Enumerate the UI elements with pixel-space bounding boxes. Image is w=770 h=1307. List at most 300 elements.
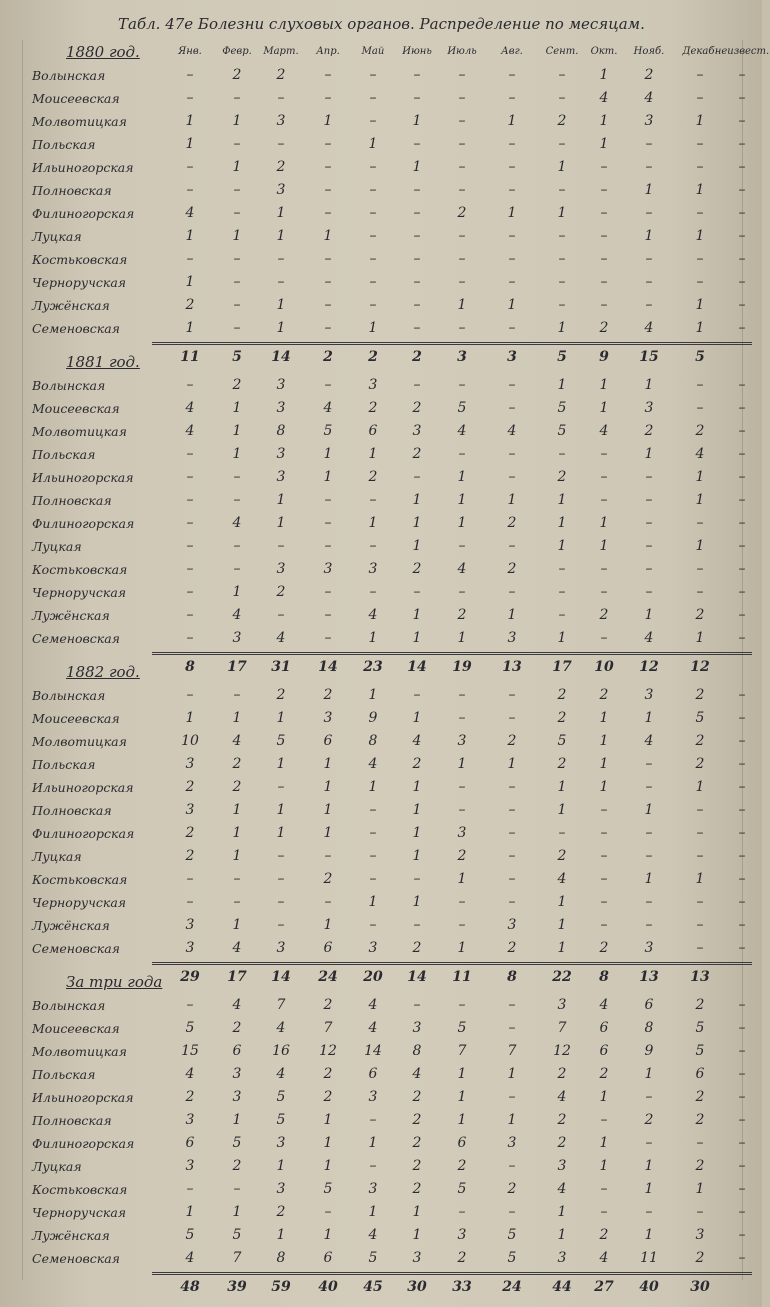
table-cell: 1 xyxy=(185,710,195,726)
row-label: Волынская xyxy=(32,688,106,703)
table-row xyxy=(0,317,762,340)
table-cell: 6 xyxy=(323,940,333,956)
table-cell: – xyxy=(458,538,466,554)
table-cell: – xyxy=(738,297,746,313)
table-cell: 1 xyxy=(507,607,517,623)
table-cell: 2 xyxy=(557,1112,567,1128)
table-cell: 5 xyxy=(276,1112,286,1128)
table-cell: – xyxy=(558,136,566,152)
table-cell: – xyxy=(558,561,566,577)
table-row xyxy=(0,581,762,604)
table-cell: – xyxy=(645,917,653,933)
table-cell: 2 xyxy=(412,940,422,956)
table-cell: – xyxy=(508,400,516,416)
table-cell: 1 xyxy=(368,630,378,646)
table-cell: 1 xyxy=(276,297,286,313)
table-cell: – xyxy=(696,67,704,83)
table-cell: 1 xyxy=(232,113,242,129)
table-cell: – xyxy=(413,297,421,313)
table-cell: 4 xyxy=(232,607,242,623)
table-cell: 1 xyxy=(644,1158,654,1174)
total-cell: 14 xyxy=(271,349,291,365)
table-cell: – xyxy=(600,917,608,933)
table-cell: – xyxy=(738,630,746,646)
month-header: Окт. xyxy=(590,46,618,57)
table-cell: 4 xyxy=(232,997,242,1013)
table-cell: – xyxy=(324,377,332,393)
total-cell: 24 xyxy=(318,969,338,985)
row-label: Молвотицкая xyxy=(32,1044,127,1059)
total-cell: 13 xyxy=(502,659,522,675)
table-cell: 1 xyxy=(232,802,242,818)
table-cell: – xyxy=(413,687,421,703)
table-cell: 8 xyxy=(276,423,286,439)
table-cell: 1 xyxy=(185,113,195,129)
table-cell: – xyxy=(324,1204,332,1220)
total-cell: 8 xyxy=(185,659,195,675)
table-cell: 4 xyxy=(599,90,609,106)
table-cell: – xyxy=(738,515,746,531)
row-label: Волынская xyxy=(32,378,106,393)
table-cell: 2 xyxy=(232,1020,242,1036)
table-cell: – xyxy=(186,687,194,703)
table-cell: – xyxy=(558,446,566,462)
table-cell: – xyxy=(233,182,241,198)
table-cell: 1 xyxy=(412,894,422,910)
table-cell: 16 xyxy=(272,1043,290,1059)
table-cell: – xyxy=(413,274,421,290)
table-row xyxy=(0,489,762,512)
table-cell: 5 xyxy=(695,710,705,726)
table-cell: 4 xyxy=(185,205,195,221)
table-cell: – xyxy=(324,894,332,910)
table-cell: – xyxy=(696,400,704,416)
table-row xyxy=(0,374,762,397)
table-row xyxy=(0,822,762,845)
table-cell: – xyxy=(738,400,746,416)
table-cell: – xyxy=(696,940,704,956)
table-cell: – xyxy=(369,113,377,129)
row-label: Семеновская xyxy=(32,941,120,956)
table-cell: 2 xyxy=(695,997,705,1013)
table-cell: 1 xyxy=(599,1158,609,1174)
table-cell: 2 xyxy=(599,1227,609,1243)
table-cell: – xyxy=(324,182,332,198)
table-cell: – xyxy=(696,917,704,933)
row-label: Костьковская xyxy=(32,1182,128,1197)
table-cell: 6 xyxy=(323,733,333,749)
table-cell: 1 xyxy=(232,1112,242,1128)
table-cell: – xyxy=(186,1181,194,1197)
table-cell: – xyxy=(738,1043,746,1059)
table-cell: 2 xyxy=(457,607,467,623)
table-cell: 3 xyxy=(368,561,378,577)
table-cell: 4 xyxy=(507,423,517,439)
table-cell: – xyxy=(324,90,332,106)
table-cell: 1 xyxy=(232,159,242,175)
month-header: Июнь xyxy=(402,46,432,57)
table-cell: 1 xyxy=(507,113,517,129)
table-cell: – xyxy=(277,90,285,106)
table-cell: – xyxy=(645,779,653,795)
table-cell: – xyxy=(233,687,241,703)
table-cell: – xyxy=(369,297,377,313)
table-cell: 1 xyxy=(457,940,467,956)
table-cell: 1 xyxy=(185,1204,195,1220)
table-row xyxy=(0,110,762,133)
table-cell: 3 xyxy=(557,1250,567,1266)
table-cell: – xyxy=(324,515,332,531)
table-cell: – xyxy=(413,90,421,106)
table-cell: 1 xyxy=(232,917,242,933)
table-cell: – xyxy=(324,67,332,83)
table-cell: – xyxy=(233,469,241,485)
table-cell: – xyxy=(600,825,608,841)
total-cell: 3 xyxy=(457,349,467,365)
table-cell: – xyxy=(186,538,194,554)
total-cell: 8 xyxy=(599,969,609,985)
table-cell: 3 xyxy=(557,997,567,1013)
row-label: Полновская xyxy=(32,1113,112,1128)
table-cell: – xyxy=(600,1112,608,1128)
table-cell: 2 xyxy=(695,756,705,772)
table-cell: – xyxy=(600,561,608,577)
table-cell: 1 xyxy=(644,182,654,198)
table-cell: 1 xyxy=(323,917,333,933)
month-header: Февр. xyxy=(222,46,252,57)
table-cell: – xyxy=(369,871,377,887)
table-cell: – xyxy=(458,687,466,703)
table-cell: 1 xyxy=(695,630,705,646)
table-cell: – xyxy=(508,67,516,83)
month-header: Нояб. xyxy=(633,46,665,57)
table-cell: – xyxy=(413,469,421,485)
table-cell: – xyxy=(369,90,377,106)
table-cell: – xyxy=(508,1204,516,1220)
table-cell: 3 xyxy=(276,113,286,129)
table-cell: – xyxy=(508,687,516,703)
table-cell: – xyxy=(458,802,466,818)
table-cell: – xyxy=(508,997,516,1013)
table-cell: – xyxy=(738,779,746,795)
table-cell: 1 xyxy=(457,297,467,313)
table-row xyxy=(0,1063,762,1086)
table-cell: – xyxy=(645,159,653,175)
total-cell: 8 xyxy=(507,969,517,985)
table-row xyxy=(0,1086,762,1109)
table-cell: 2 xyxy=(412,1112,422,1128)
table-cell: 3 xyxy=(557,1158,567,1174)
table-cell: – xyxy=(558,67,566,83)
table-cell: 1 xyxy=(368,779,378,795)
table-cell: – xyxy=(233,492,241,508)
table-cell: – xyxy=(600,492,608,508)
table-cell: – xyxy=(738,90,746,106)
table-cell: 5 xyxy=(557,733,567,749)
table-cell: 4 xyxy=(599,423,609,439)
table-cell: 1 xyxy=(457,756,467,772)
table-cell: – xyxy=(645,136,653,152)
table-cell: – xyxy=(558,90,566,106)
table-cell: – xyxy=(458,894,466,910)
table-cell: 2 xyxy=(232,1158,242,1174)
table-cell: 1 xyxy=(232,825,242,841)
table-cell: 7 xyxy=(457,1043,467,1059)
total-cell: 27 xyxy=(594,1279,614,1295)
total-cell: 15 xyxy=(639,349,659,365)
table-cell: – xyxy=(738,469,746,485)
table-title: Табл. 47e Болезни слуховых органов. Распределение по месяцам. xyxy=(118,15,645,33)
table-cell: – xyxy=(369,251,377,267)
table-cell: 1 xyxy=(323,1112,333,1128)
table-cell: – xyxy=(277,848,285,864)
month-header: Авг. xyxy=(501,46,523,57)
table-cell: 4 xyxy=(368,756,378,772)
row-label: Костьковская xyxy=(32,252,128,267)
table-row xyxy=(0,776,762,799)
table-cell: 1 xyxy=(412,802,422,818)
table-cell: 1 xyxy=(276,710,286,726)
table-cell: – xyxy=(324,205,332,221)
table-cell: – xyxy=(233,90,241,106)
table-cell: – xyxy=(738,894,746,910)
table-cell: – xyxy=(738,1158,746,1174)
table-row xyxy=(0,202,762,225)
table-cell: 1 xyxy=(557,377,567,393)
row-label: Моисеевская xyxy=(32,711,120,726)
table-cell: – xyxy=(458,917,466,933)
table-row xyxy=(0,1155,762,1178)
table-row xyxy=(0,994,762,1017)
row-label: Черноручская xyxy=(32,275,127,290)
table-cell: 3 xyxy=(276,182,286,198)
table-cell: – xyxy=(600,630,608,646)
table-cell: 4 xyxy=(412,1066,422,1082)
table-cell: – xyxy=(324,136,332,152)
total-cell: 33 xyxy=(452,1279,472,1295)
row-label: Костьковская xyxy=(32,872,128,887)
total-cell: 13 xyxy=(690,969,710,985)
table-cell: – xyxy=(600,228,608,244)
table-cell: – xyxy=(324,538,332,554)
table-cell: 6 xyxy=(695,1066,705,1082)
table-cell: – xyxy=(738,825,746,841)
table-cell: – xyxy=(233,894,241,910)
table-cell: 1 xyxy=(599,136,609,152)
table-cell: 2 xyxy=(557,756,567,772)
table-cell: – xyxy=(413,136,421,152)
table-cell: – xyxy=(645,297,653,313)
row-label: Филиногорская xyxy=(32,826,135,841)
table-cell: 1 xyxy=(644,446,654,462)
table-cell: 1 xyxy=(412,159,422,175)
table-row xyxy=(0,627,762,650)
table-cell: 1 xyxy=(185,274,195,290)
table-cell: – xyxy=(413,228,421,244)
table-cell: 1 xyxy=(599,1089,609,1105)
table-cell: 6 xyxy=(457,1135,467,1151)
table-cell: 5 xyxy=(232,1135,242,1151)
table-cell: – xyxy=(186,159,194,175)
total-cell: 59 xyxy=(271,1279,291,1295)
table-cell: 1 xyxy=(232,423,242,439)
table-cell: 3 xyxy=(457,733,467,749)
table-cell: 8 xyxy=(412,1043,422,1059)
table-cell: 5 xyxy=(557,400,567,416)
table-row xyxy=(0,753,762,776)
row-label: Польская xyxy=(32,137,96,152)
table-cell: 4 xyxy=(232,940,242,956)
table-cell: 2 xyxy=(185,825,195,841)
table-cell: 5 xyxy=(507,1227,517,1243)
table-cell: 2 xyxy=(695,1112,705,1128)
table-cell: – xyxy=(600,802,608,818)
table-cell: – xyxy=(233,205,241,221)
table-cell: 3 xyxy=(276,469,286,485)
table-cell: 1 xyxy=(368,1204,378,1220)
table-cell: 7 xyxy=(557,1020,567,1036)
table-cell: 2 xyxy=(232,779,242,795)
table-row xyxy=(0,730,762,753)
table-cell: 2 xyxy=(507,561,517,577)
table-cell: 3 xyxy=(507,917,517,933)
table-cell: 1 xyxy=(599,400,609,416)
table-cell: – xyxy=(645,1135,653,1151)
table-row xyxy=(0,558,762,581)
total-cell: 23 xyxy=(363,659,383,675)
table-row xyxy=(0,397,762,420)
table-cell: 4 xyxy=(457,423,467,439)
table-cell: 4 xyxy=(185,423,195,439)
table-cell: 1 xyxy=(323,1135,333,1151)
table-cell: – xyxy=(186,90,194,106)
table-row xyxy=(0,294,762,317)
table-cell: – xyxy=(324,251,332,267)
total-cell: 14 xyxy=(407,659,427,675)
table-cell: – xyxy=(233,251,241,267)
row-label: Черноручская xyxy=(32,585,127,600)
table-cell: 1 xyxy=(695,1181,705,1197)
table-cell: 1 xyxy=(412,848,422,864)
table-cell: 1 xyxy=(323,113,333,129)
total-cell: 5 xyxy=(557,349,567,365)
table-cell: 1 xyxy=(644,710,654,726)
table-cell: – xyxy=(508,90,516,106)
table-cell: – xyxy=(458,251,466,267)
table-cell: – xyxy=(508,710,516,726)
table-cell: 1 xyxy=(507,297,517,313)
table-cell: 5 xyxy=(276,733,286,749)
table-cell: – xyxy=(696,90,704,106)
table-cell: – xyxy=(277,917,285,933)
table-cell: 2 xyxy=(599,940,609,956)
total-cell: 2 xyxy=(368,349,378,365)
table-cell: 1 xyxy=(557,205,567,221)
table-cell: – xyxy=(186,894,194,910)
row-label: Семеновская xyxy=(32,1251,120,1266)
table-cell: 5 xyxy=(457,1181,467,1197)
table-cell: 1 xyxy=(412,1204,422,1220)
table-cell: 1 xyxy=(557,320,567,336)
row-label: Моисеевская xyxy=(32,91,120,106)
table-cell: 1 xyxy=(412,492,422,508)
table-row xyxy=(0,443,762,466)
row-label: Польская xyxy=(32,447,96,462)
table-cell: – xyxy=(738,561,746,577)
row-label: Полновская xyxy=(32,183,112,198)
table-cell: – xyxy=(696,584,704,600)
table-cell: – xyxy=(738,1066,746,1082)
table-row xyxy=(0,225,762,248)
table-cell: 4 xyxy=(323,400,333,416)
total-cell: 14 xyxy=(271,969,291,985)
table-cell: – xyxy=(738,710,746,726)
table-cell: 4 xyxy=(185,1066,195,1082)
table-cell: – xyxy=(458,113,466,129)
table-cell: 2 xyxy=(644,423,654,439)
table-cell: 3 xyxy=(323,710,333,726)
table-cell: – xyxy=(738,274,746,290)
table-cell: – xyxy=(277,871,285,887)
table-cell: 2 xyxy=(412,1135,422,1151)
table-cell: 2 xyxy=(599,607,609,623)
table-row xyxy=(0,156,762,179)
table-cell: 3 xyxy=(276,561,286,577)
table-cell: – xyxy=(738,1135,746,1151)
table-row xyxy=(0,1178,762,1201)
table-cell: 1 xyxy=(457,630,467,646)
table-cell: – xyxy=(324,607,332,623)
table-cell: – xyxy=(645,848,653,864)
table-cell: 4 xyxy=(557,1181,567,1197)
table-cell: – xyxy=(645,251,653,267)
table-cell: – xyxy=(696,136,704,152)
total-cell: 17 xyxy=(552,659,572,675)
table-cell: – xyxy=(600,446,608,462)
table-cell: 1 xyxy=(276,515,286,531)
table-cell: – xyxy=(508,848,516,864)
table-cell: – xyxy=(508,779,516,795)
table-cell: 2 xyxy=(412,446,422,462)
table-cell: 1 xyxy=(599,377,609,393)
table-cell: 5 xyxy=(557,423,567,439)
table-row xyxy=(0,1247,762,1270)
table-cell: 5 xyxy=(507,1250,517,1266)
table-cell: 4 xyxy=(457,561,467,577)
table-cell: 1 xyxy=(644,1066,654,1082)
table-cell: 1 xyxy=(368,1135,378,1151)
table-cell: – xyxy=(738,1020,746,1036)
table-cell: – xyxy=(696,802,704,818)
table-cell: 2 xyxy=(232,377,242,393)
table-cell: – xyxy=(369,802,377,818)
table-cell: – xyxy=(645,469,653,485)
table-cell: 5 xyxy=(185,1227,195,1243)
table-cell: – xyxy=(645,538,653,554)
table-cell: 2 xyxy=(323,1066,333,1082)
table-cell: 1 xyxy=(644,228,654,244)
table-cell: 1 xyxy=(695,779,705,795)
table-cell: 4 xyxy=(644,733,654,749)
table-cell: – xyxy=(738,871,746,887)
total-cell: 45 xyxy=(363,1279,383,1295)
table-cell: – xyxy=(600,584,608,600)
table-row xyxy=(0,1109,762,1132)
table-row xyxy=(0,1040,762,1063)
table-cell: – xyxy=(508,251,516,267)
table-cell: – xyxy=(600,251,608,267)
table-cell: – xyxy=(369,228,377,244)
